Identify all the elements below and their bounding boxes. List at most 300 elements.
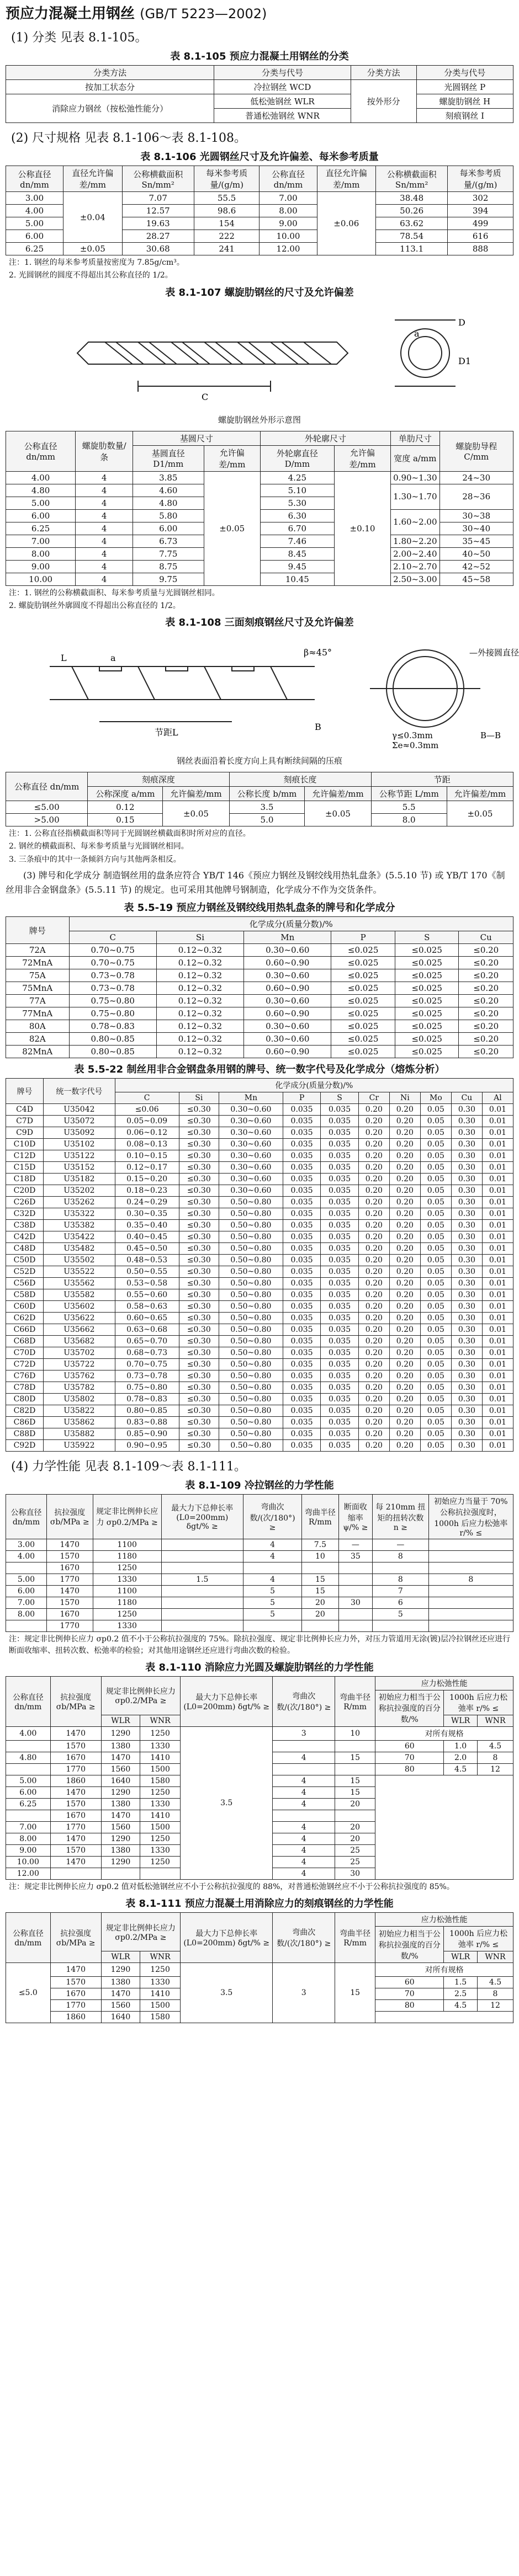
t519-cell: 80A bbox=[6, 1020, 70, 1033]
t519-cell: ≤0.025 bbox=[331, 995, 395, 1007]
t522-cell: 0.01 bbox=[482, 1220, 513, 1231]
t519-cell: 0.12~0.32 bbox=[156, 1020, 243, 1033]
t519-cell: ≤0.20 bbox=[459, 1033, 513, 1046]
pitch-label: 节距L bbox=[155, 727, 178, 738]
t110-cell: 4.80 bbox=[6, 1752, 51, 1763]
t522-cell: 0.20 bbox=[358, 1289, 389, 1301]
t109-cell: 30 bbox=[338, 1597, 373, 1609]
t522-cell: 0.60~0.65 bbox=[115, 1313, 179, 1324]
t106-cell: 55.5 bbox=[194, 192, 260, 205]
indented-wire-diagram bbox=[6, 633, 519, 751]
t522-cell: 0.68~0.73 bbox=[115, 1347, 179, 1359]
t111-radius: 15 bbox=[335, 1963, 375, 2023]
t107-cell: 6.30 bbox=[260, 509, 334, 522]
t522-cell: 0.035 bbox=[283, 1197, 320, 1208]
t519-head: 牌号 bbox=[6, 917, 70, 944]
t522-cell: 0.05 bbox=[420, 1289, 451, 1301]
t522-cell: 0.035 bbox=[283, 1266, 320, 1278]
table-row bbox=[6, 1231, 513, 1243]
t519-head: Cu bbox=[459, 931, 513, 944]
t106-cell: 38.48 bbox=[375, 192, 447, 205]
table-row bbox=[6, 1150, 513, 1162]
t107-head: 公称直径 dn/mm bbox=[6, 431, 76, 471]
t109-cell: — bbox=[373, 1539, 428, 1551]
t522-cell: U35182 bbox=[44, 1174, 115, 1185]
t110-head: 规定非比例伸长应力 σp0.2/MPa ≥ bbox=[101, 1676, 180, 1715]
t110-cell: 1670 bbox=[50, 1810, 101, 1821]
t105-cell: 按外形分 bbox=[351, 80, 416, 123]
t109-head: 每 210mm 扭矩的扭转次数 n ≥ bbox=[373, 1495, 428, 1539]
sum-label: Σe≈0.3mm bbox=[392, 740, 439, 751]
t522-cell: 0.50~0.80 bbox=[219, 1359, 283, 1370]
t522-cell: 0.20 bbox=[389, 1336, 420, 1347]
t111-relax-note: 对所有规格 bbox=[375, 1963, 513, 1977]
t519-cell: 82MnA bbox=[6, 1046, 70, 1058]
t522-cell: 0.10~0.15 bbox=[115, 1150, 179, 1162]
t522-cell: 0.15~0.20 bbox=[115, 1174, 179, 1185]
t107-cell: 4.60 bbox=[133, 484, 204, 497]
t108-cell: 5.5 bbox=[371, 801, 447, 814]
t522-cell: 0.50~0.80 bbox=[219, 1324, 283, 1336]
t110-relax-wlr: 1.0 bbox=[444, 1740, 478, 1752]
t107-head: 宽度 a/mm bbox=[391, 445, 439, 471]
t519-cell: ≤0.025 bbox=[395, 944, 459, 957]
t107-cell: 1.30~1.70 bbox=[391, 484, 439, 509]
t110-head: 弯曲次数/(次/180°) ≥ bbox=[273, 1676, 335, 1726]
t106-cell: 12.57 bbox=[122, 205, 194, 217]
t522-cell: 0.63~0.68 bbox=[115, 1324, 179, 1336]
t522-cell: U35072 bbox=[44, 1116, 115, 1127]
t522-cell: 0.20 bbox=[358, 1231, 389, 1243]
t111-head: 抗拉强度 σb/MPa ≥ bbox=[50, 1913, 101, 1963]
table-519 bbox=[6, 916, 513, 1058]
t109-head: 抗拉强度 σb/MPa ≥ bbox=[46, 1495, 93, 1539]
t522-cell: ≤0.30 bbox=[179, 1417, 219, 1428]
t522-cell: 0.20 bbox=[389, 1347, 420, 1359]
t522-cell: 0.20 bbox=[389, 1197, 420, 1208]
t108-head: 公称直径 dn/mm bbox=[6, 772, 88, 801]
t107-cell: 24~30 bbox=[439, 471, 513, 484]
pitch-label-C: C bbox=[202, 391, 209, 402]
t519-cell: 77A bbox=[6, 995, 70, 1007]
t522-cell: 0.20 bbox=[358, 1405, 389, 1417]
section-classification: (1) 分类 见表 8.1-105。 bbox=[11, 31, 147, 45]
t522-head: 牌号 bbox=[6, 1079, 44, 1104]
t522-cell: 0.035 bbox=[321, 1197, 358, 1208]
t522-cell: 0.50~0.80 bbox=[219, 1382, 283, 1394]
table-row bbox=[6, 1324, 513, 1336]
t110-cell: 6.00 bbox=[6, 1786, 51, 1798]
t522-cell: U35202 bbox=[44, 1185, 115, 1197]
t109-head: 初始应力当量于 70% 公称抗拉强度时，1000h 后应力松弛率 r/% ≤ bbox=[428, 1495, 513, 1539]
t522-cell: 0.035 bbox=[283, 1104, 320, 1116]
t109-cell: 1100 bbox=[93, 1586, 161, 1597]
t110-cell: 1500 bbox=[140, 1763, 181, 1775]
t110-cell bbox=[273, 1810, 335, 1821]
t105-cell: 刻痕钢丝 I bbox=[416, 109, 513, 123]
t519-cell: 72A bbox=[6, 944, 70, 957]
t522-cell: 0.05 bbox=[420, 1428, 451, 1440]
t107-cell: 4 bbox=[76, 573, 133, 585]
t522-cell: 0.18~0.23 bbox=[115, 1185, 179, 1197]
t106-cell: 154 bbox=[194, 217, 260, 230]
t522-cell: 0.01 bbox=[482, 1266, 513, 1278]
t110-cell: 1560 bbox=[101, 1763, 140, 1775]
t111-head: 应力松弛性能 bbox=[375, 1913, 513, 1927]
t105-head: 分类与代号 bbox=[416, 66, 513, 80]
t522-cell: 0.20 bbox=[358, 1336, 389, 1347]
table-row bbox=[6, 1586, 513, 1597]
t522-cell: 0.035 bbox=[321, 1359, 358, 1370]
t522-cell: ≤0.30 bbox=[179, 1370, 219, 1382]
t522-cell: 0.20 bbox=[389, 1417, 420, 1428]
t107-cell: 10.00 bbox=[6, 573, 76, 585]
t109-cell: 1.5 bbox=[161, 1574, 243, 1586]
t522-cell: ≤0.30 bbox=[179, 1405, 219, 1417]
t110-cell: 1330 bbox=[140, 1740, 181, 1752]
table-row bbox=[6, 1162, 513, 1174]
t110-relax-note: 对所有规格 bbox=[375, 1726, 513, 1740]
table-111 bbox=[6, 1912, 513, 2023]
t522-cell: 0.20 bbox=[389, 1405, 420, 1417]
table-row bbox=[6, 1046, 513, 1058]
t522-cell: 0.50~0.80 bbox=[219, 1405, 283, 1417]
t109-head: 弯曲次数/(次/180°) ≥ bbox=[243, 1495, 301, 1539]
t522-cell: 0.035 bbox=[283, 1405, 320, 1417]
t110-cell bbox=[6, 1810, 51, 1821]
t522-cell: 0.20 bbox=[389, 1266, 420, 1278]
t107-cell: 4.80 bbox=[133, 497, 204, 509]
t522-cell: 0.05 bbox=[420, 1116, 451, 1127]
t522-cell: 0.50~0.80 bbox=[219, 1255, 283, 1266]
t519-cell: ≤0.025 bbox=[395, 969, 459, 982]
t522-cell: 0.20 bbox=[358, 1324, 389, 1336]
table-row bbox=[6, 1382, 513, 1394]
t107-cell: 8.00 bbox=[6, 547, 76, 560]
t522-cell: 0.20 bbox=[358, 1428, 389, 1440]
t522-cell: 0.01 bbox=[482, 1231, 513, 1243]
t522-cell: 0.20 bbox=[358, 1116, 389, 1127]
t522-cell: 0.035 bbox=[321, 1428, 358, 1440]
t522-cell: 0.50~0.80 bbox=[219, 1301, 283, 1313]
t522-cell: 0.30 bbox=[451, 1127, 482, 1139]
t110-cell bbox=[6, 1763, 51, 1775]
t522-cell: C72D bbox=[6, 1359, 44, 1370]
t522-cell: 0.30 bbox=[451, 1382, 482, 1394]
t522-cell: ≤0.30 bbox=[179, 1150, 219, 1162]
t522-cell: 0.035 bbox=[283, 1243, 320, 1255]
t110-cell: 1580 bbox=[140, 1775, 181, 1786]
t105-cell: 普通松弛钢丝 WNR bbox=[214, 109, 351, 123]
t519-cell: ≤0.025 bbox=[331, 982, 395, 995]
t522-cell: 0.20 bbox=[358, 1150, 389, 1162]
table-row bbox=[6, 1278, 513, 1289]
t107-tol: ±0.10 bbox=[334, 471, 390, 585]
t522-cell: C10D bbox=[6, 1139, 44, 1150]
standard-number: (GB/T 5223—2002) bbox=[140, 6, 267, 22]
t110-elong: 3.5 bbox=[181, 1726, 273, 1879]
t522-cell: C4D bbox=[6, 1104, 44, 1116]
t522-cell: ≤0.30 bbox=[179, 1428, 219, 1440]
t106-head: 直径允许偏差/mm bbox=[63, 166, 122, 192]
t110-cell: 15 bbox=[335, 1752, 375, 1763]
t519-cell: 0.60~0.90 bbox=[244, 982, 331, 995]
t107-cell: 5.00 bbox=[6, 497, 76, 509]
t522-cell: 0.035 bbox=[283, 1394, 320, 1405]
t110-cell: 4 bbox=[273, 1833, 335, 1844]
t519-cell: 0.75~0.80 bbox=[69, 1007, 156, 1020]
t522-cell: U35762 bbox=[44, 1370, 115, 1382]
t109-cell: 1180 bbox=[93, 1551, 161, 1562]
t106-cell: 12.00 bbox=[260, 243, 317, 255]
document-page bbox=[6, 0, 519, 2023]
t107-cell: 0.90~1.30 bbox=[391, 471, 439, 484]
t109-head: 最大力下总伸长率(L0=200mm) δgt/% ≥ bbox=[161, 1495, 243, 1539]
t522-cell: 0.20 bbox=[358, 1104, 389, 1116]
t522-cell: 0.30 bbox=[451, 1266, 482, 1278]
t522-cell: 0.035 bbox=[321, 1127, 358, 1139]
t107-cell: 1.80~2.20 bbox=[391, 535, 439, 547]
t522-cell: 0.01 bbox=[482, 1394, 513, 1405]
t522-cell: 0.035 bbox=[321, 1162, 358, 1174]
t106-cell: 78.54 bbox=[375, 230, 447, 243]
t522-cell: 0.01 bbox=[482, 1174, 513, 1185]
t105-head: 分类与代号 bbox=[214, 66, 351, 80]
t106-head: 公称横截面积 Sn/mm² bbox=[122, 166, 194, 192]
t519-cell: ≤0.025 bbox=[331, 1020, 395, 1033]
t107-cell: 28~36 bbox=[439, 484, 513, 509]
t107-cell: 4 bbox=[76, 484, 133, 497]
t522-cell: 0.05 bbox=[420, 1370, 451, 1382]
t110-cell bbox=[335, 1763, 375, 1775]
table-111-caption: 表 8.1-111 预应力混凝土用消除应力的刻痕钢丝的力学性能 bbox=[125, 1898, 394, 1910]
t522-cell: 0.035 bbox=[283, 1278, 320, 1289]
t522-cell: 0.30 bbox=[451, 1359, 482, 1370]
table-row bbox=[6, 1007, 513, 1020]
t107-cell: 7.00 bbox=[6, 535, 76, 547]
t522-cell: 0.05 bbox=[420, 1162, 451, 1174]
t522-cell: 0.01 bbox=[482, 1370, 513, 1382]
t522-cell: 0.035 bbox=[283, 1255, 320, 1266]
table-row bbox=[6, 1127, 513, 1139]
t111-cell: 1580 bbox=[140, 2012, 181, 2023]
t111-head: 弯曲次数/(次/180°) ≥ bbox=[273, 1913, 335, 1963]
t107-head: 螺旋肋数量/条 bbox=[76, 431, 133, 471]
t109-cell bbox=[428, 1620, 513, 1632]
t519-cell: ≤0.025 bbox=[395, 957, 459, 969]
t522-head: 统一数字代号 bbox=[44, 1079, 115, 1104]
t522-cell: 0.50~0.80 bbox=[219, 1428, 283, 1440]
t522-cell: 0.30 bbox=[451, 1208, 482, 1220]
t519-cell: 0.73~0.78 bbox=[69, 982, 156, 995]
t522-cell: ≤0.30 bbox=[179, 1231, 219, 1243]
t109-cell bbox=[338, 1609, 373, 1620]
t108-head: 允许偏差/mm bbox=[447, 787, 513, 801]
t522-cell: 0.30 bbox=[451, 1324, 482, 1336]
t522-cell: 0.24~0.29 bbox=[115, 1197, 179, 1208]
t519-cell: ≤0.20 bbox=[459, 995, 513, 1007]
t109-cell: 4 bbox=[243, 1574, 301, 1586]
t522-cell: 0.50~0.80 bbox=[219, 1417, 283, 1428]
t108-figure-caption: 钢丝表面沿着长度方向上具有断续间隔的压痕 bbox=[176, 756, 342, 766]
t109-cell: 1770 bbox=[46, 1620, 93, 1632]
t108-cell: 3.5 bbox=[229, 801, 305, 814]
t109-cell bbox=[243, 1620, 301, 1632]
t108-cell: 5.0 bbox=[229, 814, 305, 826]
t108-head: 公称节距 L/mm bbox=[371, 787, 447, 801]
t522-cell: 0.01 bbox=[482, 1116, 513, 1127]
t519-cell: 82A bbox=[6, 1033, 70, 1046]
t107-cell: 6.00 bbox=[6, 509, 76, 522]
t522-cell: ≤0.30 bbox=[179, 1185, 219, 1197]
table-109 bbox=[6, 1494, 513, 1632]
t519-cell: ≤0.20 bbox=[459, 982, 513, 995]
t522-cell: C15D bbox=[6, 1162, 44, 1174]
t522-cell: 0.30~0.60 bbox=[219, 1150, 283, 1162]
t109-cell: 15 bbox=[302, 1586, 339, 1597]
t522-cell: 0.58~0.63 bbox=[115, 1301, 179, 1313]
t522-cell: 0.30 bbox=[451, 1220, 482, 1231]
t109-cell bbox=[428, 1562, 513, 1574]
t522-cell: 0.05 bbox=[420, 1359, 451, 1370]
t519-cell: 0.70~0.75 bbox=[69, 944, 156, 957]
t522-cell: 0.50~0.80 bbox=[219, 1208, 283, 1220]
t522-cell: 0.50~0.80 bbox=[219, 1394, 283, 1405]
t522-cell: 0.20 bbox=[358, 1382, 389, 1394]
t522-cell: ≤0.30 bbox=[179, 1197, 219, 1208]
t110-cell: 1330 bbox=[140, 1844, 181, 1856]
t106-cell: 499 bbox=[448, 217, 513, 230]
section-mechanical: (4) 力学性能 见表 8.1-109～表 8.1-111。 bbox=[11, 1460, 246, 1474]
t522-cell: 0.45~0.50 bbox=[115, 1243, 179, 1255]
t522-cell: 0.05 bbox=[420, 1313, 451, 1324]
t109-cell: 1670 bbox=[46, 1562, 93, 1574]
t522-cell: 0.30 bbox=[451, 1428, 482, 1440]
t519-cell: 0.78~0.83 bbox=[69, 1020, 156, 1033]
t110-cell: 1290 bbox=[101, 1833, 140, 1844]
t522-cell: 0.01 bbox=[482, 1185, 513, 1197]
t109-head: 公称直径 dn/mm bbox=[6, 1495, 47, 1539]
t522-head: Mn bbox=[219, 1092, 283, 1104]
t106-cell: 5.00 bbox=[6, 217, 63, 230]
t111-head: WLR bbox=[101, 1951, 140, 1963]
t522-cell: 0.48~0.53 bbox=[115, 1255, 179, 1266]
t522-cell: U35882 bbox=[44, 1428, 115, 1440]
t519-cell: ≤0.025 bbox=[331, 1033, 395, 1046]
t106-cell: 8.00 bbox=[260, 205, 317, 217]
table-row bbox=[6, 969, 513, 982]
t522-cell: 0.30~0.60 bbox=[219, 1127, 283, 1139]
t522-cell: 0.20 bbox=[358, 1278, 389, 1289]
t522-cell: 0.035 bbox=[321, 1266, 358, 1278]
t107-cell: 7.75 bbox=[133, 547, 204, 560]
t522-head: Cr bbox=[358, 1092, 389, 1104]
t106-cell: 222 bbox=[194, 230, 260, 243]
t111-dn: ≤5.0 bbox=[6, 1963, 51, 2023]
t522-cell: 0.035 bbox=[321, 1370, 358, 1382]
table-row bbox=[6, 1428, 513, 1440]
t110-cell: 15 bbox=[335, 1775, 375, 1786]
t110-cell bbox=[335, 1740, 375, 1752]
t109-cell bbox=[428, 1586, 513, 1597]
table-105-caption: 表 8.1-105 预应力混凝土用钢丝的分类 bbox=[170, 51, 349, 62]
section-label: B—B bbox=[480, 730, 501, 741]
t110-relax-init: 70 bbox=[375, 1752, 444, 1763]
t522-cell: 0.75~0.80 bbox=[115, 1382, 179, 1394]
t522-cell: 0.01 bbox=[482, 1150, 513, 1162]
t522-cell: C52D bbox=[6, 1266, 44, 1278]
t522-cell: 0.05 bbox=[420, 1208, 451, 1220]
t109-cell bbox=[373, 1562, 428, 1574]
t110-cell bbox=[335, 1810, 375, 1821]
table-row bbox=[6, 1417, 513, 1428]
t110-cell: 1470 bbox=[101, 1810, 140, 1821]
t109-cell: 8 bbox=[428, 1574, 513, 1586]
t522-cell: U35152 bbox=[44, 1162, 115, 1174]
t107-cell: 4.00 bbox=[6, 471, 76, 484]
t110-relax-wnr: 12 bbox=[477, 1763, 513, 1775]
t106-head: 直径允许偏差/mm bbox=[317, 166, 375, 192]
t522-cell: 0.30 bbox=[451, 1440, 482, 1452]
t522-cell: 0.30 bbox=[451, 1104, 482, 1116]
table-row bbox=[6, 1255, 513, 1266]
t522-cell: C20D bbox=[6, 1185, 44, 1197]
t519-head: Mn bbox=[244, 931, 331, 944]
t110-head: WLR bbox=[444, 1715, 478, 1726]
t111-cell: 1330 bbox=[140, 1977, 181, 1988]
t107-note: 注：1. 钢丝的公称横截面积、每米参考质量与光圆钢丝相同。 bbox=[9, 588, 220, 598]
t110-head: WNR bbox=[477, 1715, 513, 1726]
t106-cell: 6.00 bbox=[6, 230, 63, 243]
t109-cell bbox=[373, 1620, 428, 1632]
t107-cell: 9.45 bbox=[260, 560, 334, 573]
t519-cell: 0.73~0.78 bbox=[69, 969, 156, 982]
t519-cell: ≤0.025 bbox=[331, 944, 395, 957]
t522-cell: 0.20 bbox=[358, 1127, 389, 1139]
t522-cell: 0.035 bbox=[283, 1347, 320, 1359]
t522-cell: 0.20 bbox=[358, 1185, 389, 1197]
t522-cell: 0.30~0.60 bbox=[219, 1174, 283, 1185]
t522-cell: 0.01 bbox=[482, 1255, 513, 1266]
t522-cell: 0.035 bbox=[283, 1231, 320, 1243]
t522-cell: 0.035 bbox=[321, 1347, 358, 1359]
t522-cell: 0.035 bbox=[283, 1313, 320, 1324]
t522-cell: 0.20 bbox=[389, 1127, 420, 1139]
t106-cell: 394 bbox=[448, 205, 513, 217]
t111-relax-init: 80 bbox=[375, 2000, 444, 2012]
t108-cell: ≤5.00 bbox=[6, 801, 88, 814]
t110-head: 弯曲半径 R/mm bbox=[335, 1676, 375, 1726]
t109-cell: 4.00 bbox=[6, 1551, 47, 1562]
t110-head: WNR bbox=[140, 1715, 181, 1726]
t107-tol: ±0.05 bbox=[204, 471, 260, 585]
t522-cell: 0.90~0.95 bbox=[115, 1440, 179, 1452]
table-row bbox=[6, 1174, 513, 1185]
t106-cell: 888 bbox=[448, 243, 513, 255]
t108-head: 允许偏差/mm bbox=[305, 787, 371, 801]
t522-cell: 0.20 bbox=[358, 1394, 389, 1405]
t107-cell: 4 bbox=[76, 535, 133, 547]
t522-cell: 0.30 bbox=[451, 1116, 482, 1127]
t109-cell bbox=[428, 1551, 513, 1562]
t522-cell: 0.20 bbox=[389, 1278, 420, 1289]
table-row bbox=[6, 1620, 513, 1632]
t522-cell: 0.05 bbox=[420, 1139, 451, 1150]
t110-cell: 1290 bbox=[101, 1786, 140, 1798]
t109-cell: 1470 bbox=[46, 1586, 93, 1597]
t105-head: 分类方法 bbox=[6, 66, 214, 80]
t522-cell: 0.06~0.12 bbox=[115, 1127, 179, 1139]
